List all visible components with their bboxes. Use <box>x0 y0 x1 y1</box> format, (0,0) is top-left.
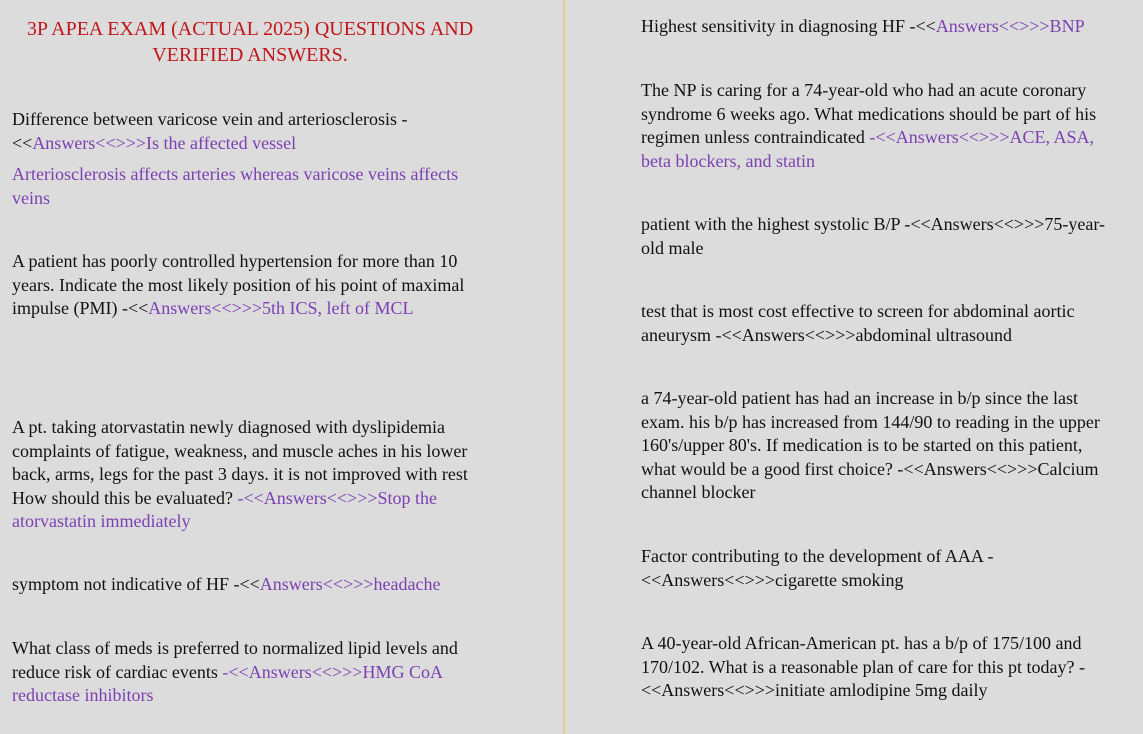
question-text: test that is most cost effective to screen for abdominal aortic aneurysm -<<Answers<<>>>abdominal ultrasound <box>641 301 1075 345</box>
question-text: Factor contributing to the development of AAA -<<Answers<<>>>cigarette smoking <box>641 546 994 590</box>
qa-item <box>641 213 1111 260</box>
qa-item <box>12 573 490 597</box>
page-title: 3P APEA EXAM (ACTUAL 2025) QUESTIONS AND VERIFIED ANSWERS. <box>26 18 474 66</box>
answer-text: -<<Answers<<>>>Stop the atorvastatin immediately <box>12 487 437 531</box>
question-text: A pt. taking atorvastatin newly diagnosed with dyslipidemia complaints of fatigue, weakness, and muscle aches in his lower back, arms, legs for the past 3 days. it is not improved with rest How should this be evaluated? <box>12 417 468 508</box>
qa-item <box>641 545 1111 592</box>
answer-text: Answers<<>>>5th ICS, left of MCL <box>148 298 414 318</box>
answer-text: -<<Answers<<>>>HMG CoA reductase inhibitors <box>12 661 442 705</box>
answer-text: Answers<<>>>headache <box>259 574 441 594</box>
qa-item <box>12 250 490 321</box>
question-text: Difference between varicose vein and arteriosclerosis -<< <box>12 109 408 153</box>
answer-text: -<<Answers<<>>>ACE, ASA, beta blockers, and statin <box>641 127 1094 171</box>
left-column <box>0 0 563 734</box>
question-text: a 74-year-old patient has had an increase in b/p since the last exam. his b/p has increased from 144/90 to reading in the upper 160's/upper 80's. If medication is to be started on this patient, what would be a good first choice? -<<Answers<<>>>Calcium channel blocker <box>641 388 1100 502</box>
qa-item <box>12 108 490 155</box>
qa-item <box>641 387 1111 505</box>
question-text: A 40-year-old African-American pt. has a b/p of 175/100 and 170/102. What is a reasonable plan of care for this pt today? -<<Answers<<>>>initiate amlodipine 5mg daily <box>641 633 1086 700</box>
question-text: A patient has poorly controlled hypertension for more than 10 years. Indicate the most likely position of his point of maximal impulse (PMI) -<< <box>12 251 465 318</box>
question-text: The NP is caring for a 74-year-old who had an acute coronary syndrome 6 weeks ago. What medications should be part of his regimen unless contraindicated <box>641 80 1097 147</box>
qa-item <box>641 79 1111 173</box>
question-text: Highest sensitivity in diagnosing HF -<< <box>641 16 936 36</box>
qa-item <box>641 632 1111 703</box>
qa-item <box>641 15 1111 39</box>
qa-item <box>641 300 1111 347</box>
qa-item <box>12 416 490 534</box>
right-column <box>567 0 1143 734</box>
question-text: symptom not indicative of HF -<< <box>12 574 260 594</box>
question-text: What class of meds is preferred to normalized lipid levels and reduce risk of cardiac events <box>12 638 458 682</box>
answer-text: Answers<<>>>BNP <box>935 16 1085 36</box>
question-text: patient with the highest systolic B/P -<<Answers<<>>>75-year-old male <box>641 214 1105 258</box>
answer-extra-text: Arteriosclerosis affects arteries whereas varicose veins affects veins <box>12 164 459 208</box>
answer-text: Answers<<>>>Is the affected vessel <box>32 132 297 153</box>
qa-item <box>12 637 490 708</box>
